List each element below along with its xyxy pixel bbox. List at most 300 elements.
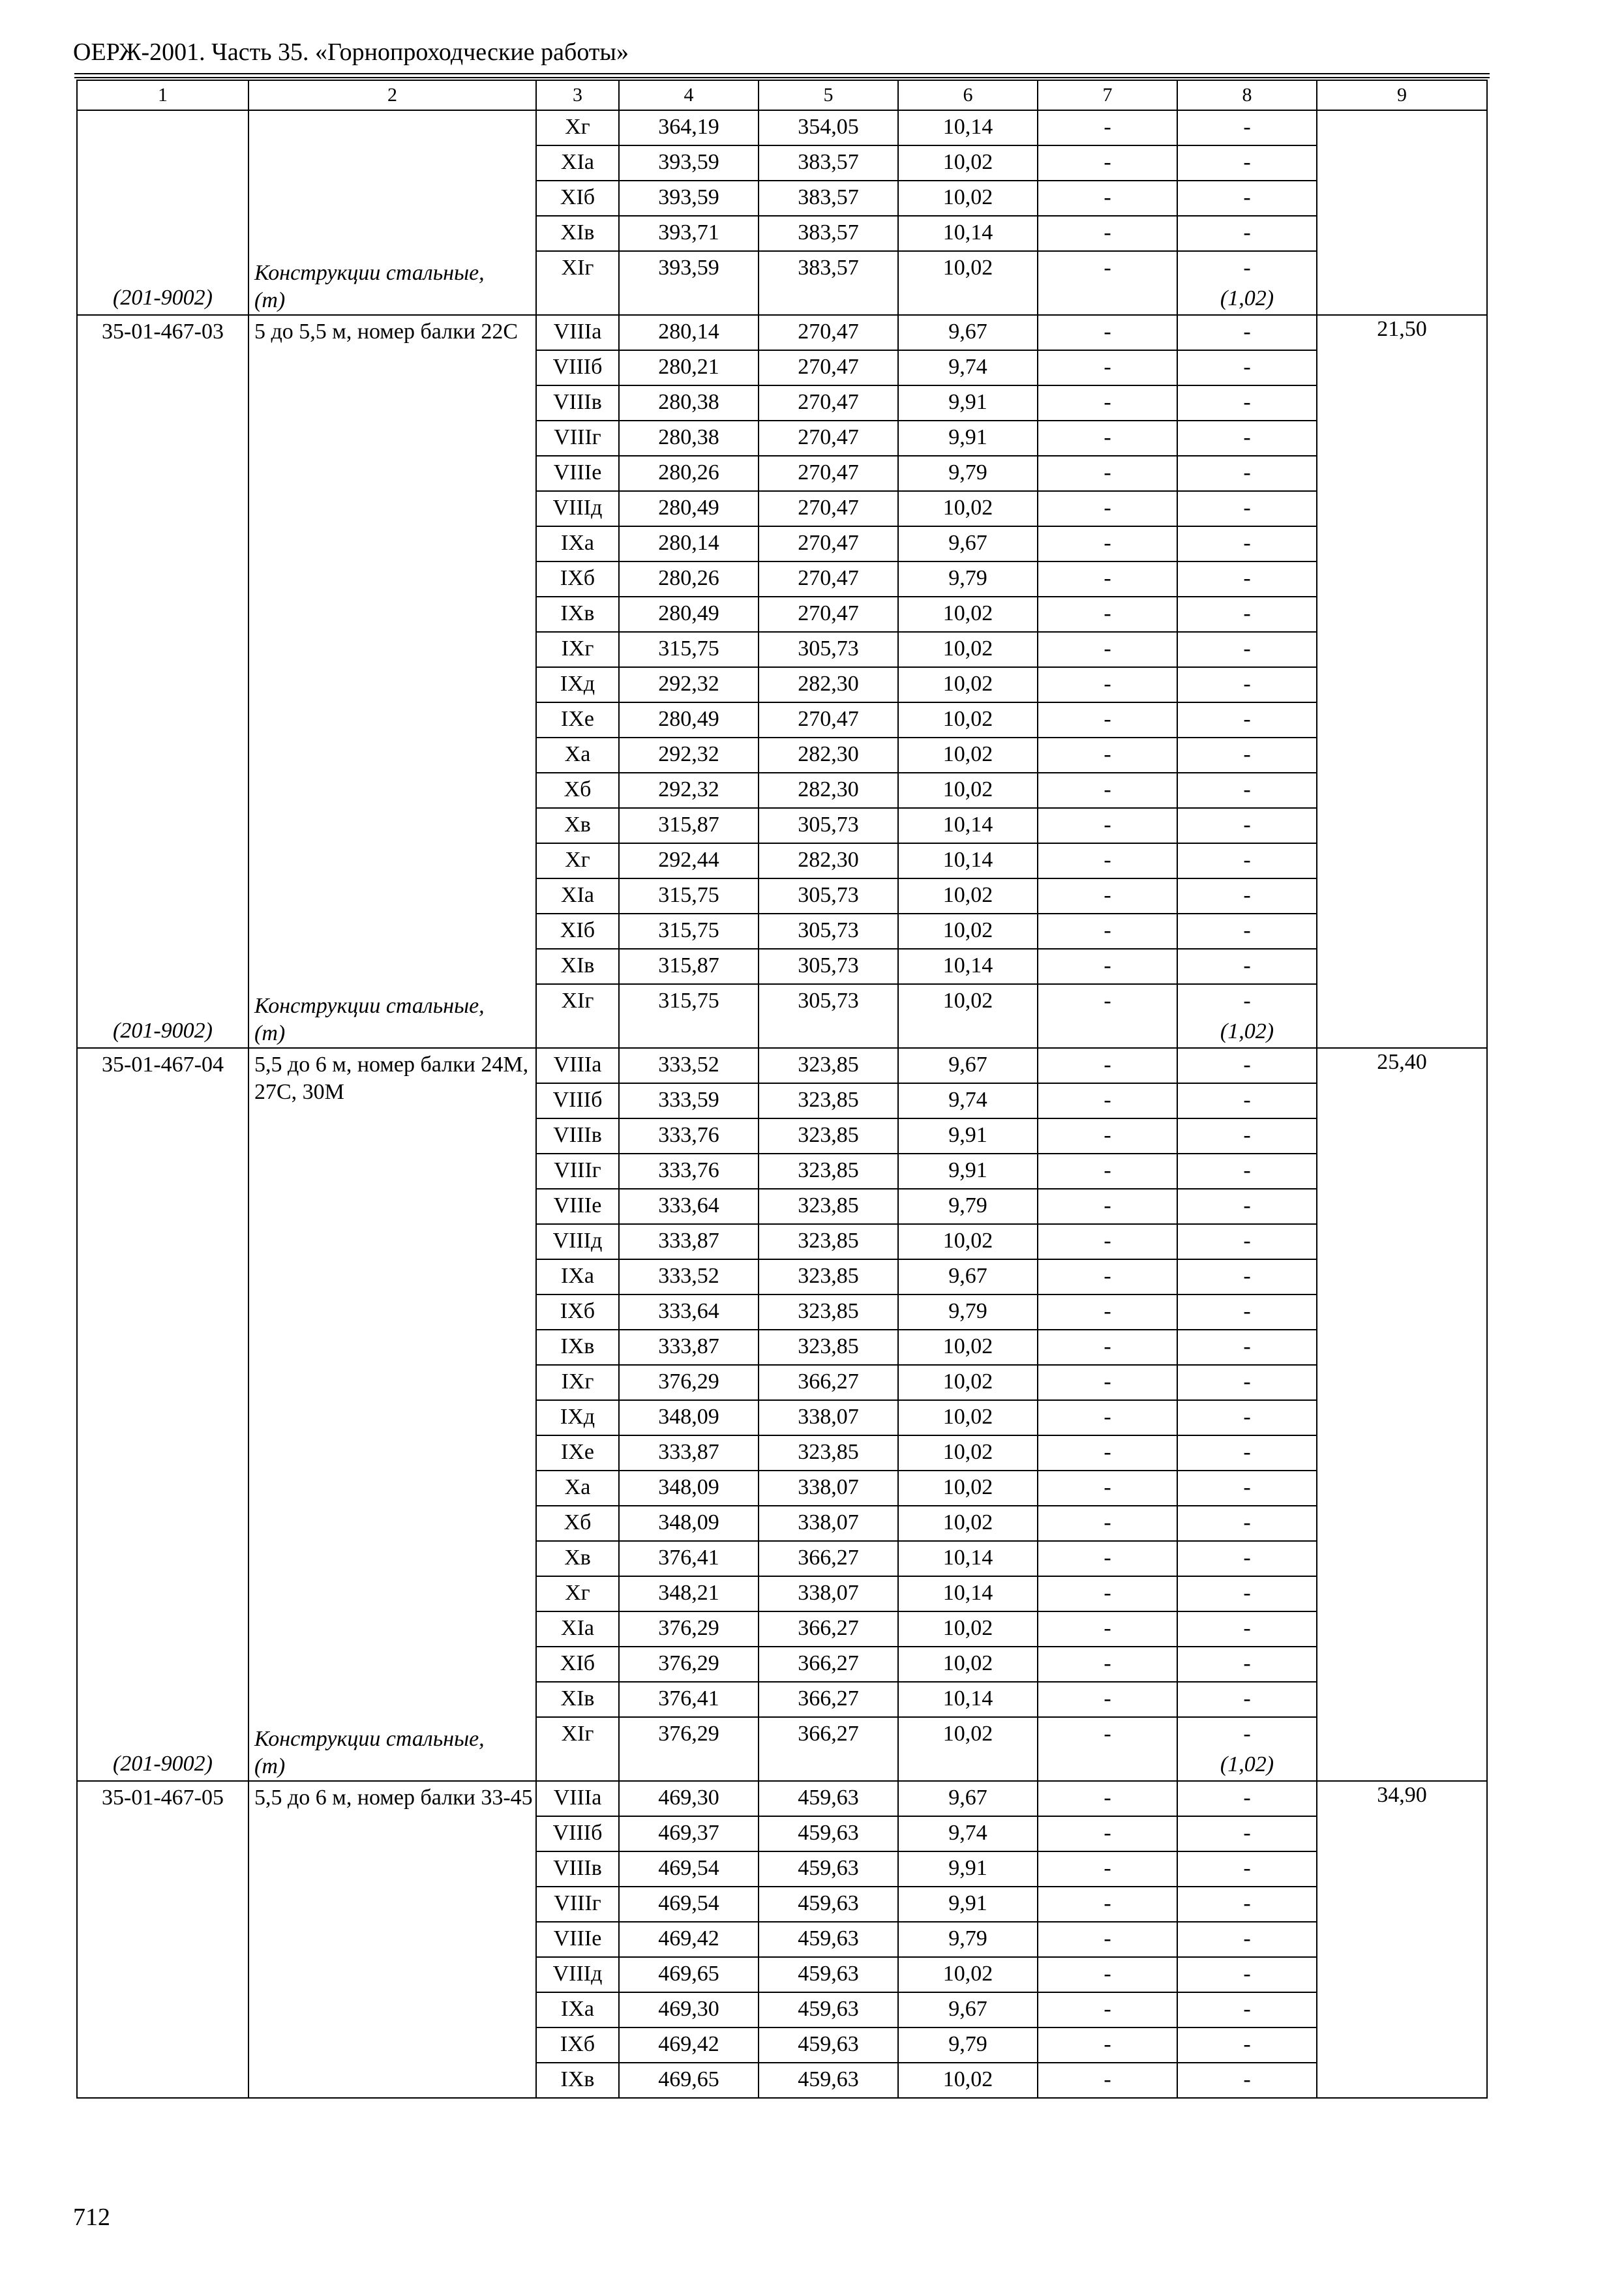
empty-cell xyxy=(898,286,1038,315)
zone-cell: XIб xyxy=(536,181,619,216)
materials-cell: - xyxy=(1177,456,1317,491)
wages-cell: 270,47 xyxy=(759,702,898,738)
zone-cell: IXб xyxy=(536,2027,619,2063)
machines-cell: 9,91 xyxy=(898,1118,1038,1154)
column-number: 3 xyxy=(536,80,619,110)
zone-cell: VIIIд xyxy=(536,491,619,526)
zone-cell: IXд xyxy=(536,1400,619,1435)
wages-cell: 282,30 xyxy=(759,667,898,702)
rate-code: 35-01-467-05 xyxy=(102,1786,224,1810)
wages-cell: 459,63 xyxy=(759,1887,898,1922)
drivers-cell: - xyxy=(1038,216,1177,251)
resource-code: (201-9002) xyxy=(113,1752,213,1776)
labor-cost-cell xyxy=(1317,315,1487,1048)
machines-cell: 9,79 xyxy=(898,1189,1038,1224)
empty-cell xyxy=(1038,1019,1177,1048)
materials-cell: - xyxy=(1177,1851,1317,1887)
machines-cell: 10,02 xyxy=(898,738,1038,773)
machines-cell: 9,79 xyxy=(898,456,1038,491)
drivers-cell: - xyxy=(1038,1682,1177,1717)
drivers-cell: - xyxy=(1038,421,1177,456)
rate-code: 35-01-467-04 xyxy=(102,1053,224,1077)
total-cost-cell: 280,26 xyxy=(619,456,759,491)
machines-cell: 10,02 xyxy=(898,181,1038,216)
machines-cell: 10,02 xyxy=(898,491,1038,526)
machines-cell: 10,02 xyxy=(898,1400,1038,1435)
total-cost-cell: 333,87 xyxy=(619,1435,759,1471)
machines-cell: 9,79 xyxy=(898,561,1038,597)
column-number-row xyxy=(77,80,1487,110)
total-cost-cell: 333,52 xyxy=(619,1048,759,1083)
drivers-cell: - xyxy=(1038,456,1177,491)
zone-cell: XIг xyxy=(536,984,619,1019)
materials-cell: - xyxy=(1177,315,1317,350)
empty-cell xyxy=(759,286,898,315)
wages-cell: 459,63 xyxy=(759,1957,898,1992)
machines-cell: 9,67 xyxy=(898,1992,1038,2027)
drivers-cell: - xyxy=(1038,843,1177,878)
zone-cell: XIб xyxy=(536,1647,619,1682)
drivers-cell: - xyxy=(1038,1224,1177,1259)
zone-cell: VIIIв xyxy=(536,385,619,421)
labor-cost-cell xyxy=(1317,1048,1487,1781)
materials-cell: - xyxy=(1177,1682,1317,1717)
drivers-cell: - xyxy=(1038,1400,1177,1435)
empty-cell xyxy=(536,286,619,315)
empty-cell xyxy=(619,286,759,315)
zone-cell: Xв xyxy=(536,1541,619,1576)
zone-cell: XIа xyxy=(536,1611,619,1647)
labor-cost: 25,40 xyxy=(1377,1050,1427,1074)
column-number: 7 xyxy=(1038,80,1177,110)
rate-description-cell xyxy=(248,1781,536,2098)
page-header-title: ОЕРЖ-2001. Часть 35. «Горнопроходческие работы» xyxy=(73,38,629,66)
wages-cell: 459,63 xyxy=(759,2063,898,2098)
zone-cell: Xв xyxy=(536,808,619,843)
machines-cell: 10,02 xyxy=(898,1957,1038,1992)
wages-cell: 383,57 xyxy=(759,251,898,286)
wages-cell: 383,57 xyxy=(759,181,898,216)
empty-cell xyxy=(619,1752,759,1781)
wages-cell: 459,63 xyxy=(759,2027,898,2063)
total-cost-cell: 333,87 xyxy=(619,1330,759,1365)
total-cost-cell: 315,75 xyxy=(619,878,759,914)
wages-cell: 354,05 xyxy=(759,110,898,145)
total-cost-cell: 292,32 xyxy=(619,773,759,808)
empty-cell xyxy=(619,1019,759,1048)
materials-cell: - xyxy=(1177,984,1317,1019)
machines-cell: 10,02 xyxy=(898,1224,1038,1259)
total-cost-cell: 469,30 xyxy=(619,1781,759,1816)
drivers-cell: - xyxy=(1038,738,1177,773)
materials-cell: - xyxy=(1177,2063,1317,2098)
materials-cell: - xyxy=(1177,808,1317,843)
machines-cell: 9,74 xyxy=(898,350,1038,385)
wages-cell: 305,73 xyxy=(759,984,898,1019)
total-cost-cell: 469,65 xyxy=(619,1957,759,1992)
labor-cost: 21,50 xyxy=(1377,317,1427,341)
column-number: 6 xyxy=(898,80,1038,110)
materials-cell: - xyxy=(1177,1259,1317,1294)
total-cost-cell: 469,65 xyxy=(619,2063,759,2098)
zone-cell: IXа xyxy=(536,1992,619,2027)
zone-cell: VIIIб xyxy=(536,1816,619,1851)
header-rule-top xyxy=(74,73,1490,74)
wages-cell: 338,07 xyxy=(759,1400,898,1435)
wages-cell: 270,47 xyxy=(759,597,898,632)
materials-cell: - xyxy=(1177,1992,1317,2027)
materials-cell: - xyxy=(1177,1647,1317,1682)
zone-cell: VIIIа xyxy=(536,1781,619,1816)
total-cost-cell: 469,30 xyxy=(619,1992,759,2027)
resource-code: (201-9002) xyxy=(113,1019,213,1043)
drivers-cell: - xyxy=(1038,526,1177,561)
machines-cell: 10,02 xyxy=(898,632,1038,667)
zone-cell: VIIIе xyxy=(536,1189,619,1224)
drivers-cell: - xyxy=(1038,1647,1177,1682)
machines-cell: 10,02 xyxy=(898,251,1038,286)
total-cost-cell: 393,59 xyxy=(619,251,759,286)
drivers-cell: - xyxy=(1038,1781,1177,1816)
materials-cell: - xyxy=(1177,1294,1317,1330)
rate-description: 5 до 5,5 м, номер балки 22С xyxy=(254,320,519,344)
materials-cell: - xyxy=(1177,738,1317,773)
materials-cell: - xyxy=(1177,1048,1317,1083)
resource-quantity: (1,02) xyxy=(1177,1752,1317,1781)
total-cost-cell: 348,09 xyxy=(619,1400,759,1435)
materials-cell: - xyxy=(1177,1576,1317,1611)
wages-cell: 282,30 xyxy=(759,843,898,878)
table-row xyxy=(77,110,1487,145)
materials-cell: - xyxy=(1177,949,1317,984)
wages-cell: 305,73 xyxy=(759,632,898,667)
machines-cell: 10,02 xyxy=(898,914,1038,949)
wages-cell: 366,27 xyxy=(759,1682,898,1717)
machines-cell: 9,79 xyxy=(898,1294,1038,1330)
total-cost-cell: 280,14 xyxy=(619,526,759,561)
zone-cell: VIIIе xyxy=(536,456,619,491)
total-cost-cell: 280,49 xyxy=(619,491,759,526)
total-cost-cell: 280,14 xyxy=(619,315,759,350)
drivers-cell: - xyxy=(1038,1189,1177,1224)
total-cost-cell: 376,29 xyxy=(619,1365,759,1400)
machines-cell: 10,02 xyxy=(898,1717,1038,1752)
total-cost-cell: 280,38 xyxy=(619,385,759,421)
zone-cell: IXд xyxy=(536,667,619,702)
zone-cell: IXг xyxy=(536,632,619,667)
empty-cell xyxy=(536,1752,619,1781)
zone-cell: VIIIд xyxy=(536,1957,619,1992)
zone-cell: VIIIг xyxy=(536,1887,619,1922)
materials-cell: - xyxy=(1177,145,1317,181)
drivers-cell: - xyxy=(1038,597,1177,632)
wages-cell: 383,57 xyxy=(759,145,898,181)
materials-cell: - xyxy=(1177,2027,1317,2063)
wages-cell: 323,85 xyxy=(759,1048,898,1083)
machines-cell: 9,91 xyxy=(898,385,1038,421)
drivers-cell: - xyxy=(1038,914,1177,949)
machines-cell: 9,74 xyxy=(898,1083,1038,1118)
machines-cell: 9,67 xyxy=(898,315,1038,350)
drivers-cell: - xyxy=(1038,949,1177,984)
materials-cell: - xyxy=(1177,1400,1317,1435)
zone-cell: VIIIг xyxy=(536,1154,619,1189)
materials-cell: - xyxy=(1177,1816,1317,1851)
wages-cell: 323,85 xyxy=(759,1259,898,1294)
materials-cell: - xyxy=(1177,251,1317,286)
total-cost-cell: 280,26 xyxy=(619,561,759,597)
wages-cell: 270,47 xyxy=(759,526,898,561)
drivers-cell: - xyxy=(1038,632,1177,667)
drivers-cell: - xyxy=(1038,1851,1177,1887)
machines-cell: 10,14 xyxy=(898,1576,1038,1611)
machines-cell: 10,14 xyxy=(898,843,1038,878)
resource-quantity: (1,02) xyxy=(1177,286,1317,315)
wages-cell: 338,07 xyxy=(759,1576,898,1611)
wages-cell: 366,27 xyxy=(759,1365,898,1400)
machines-cell: 10,14 xyxy=(898,808,1038,843)
materials-cell: - xyxy=(1177,181,1317,216)
wages-cell: 270,47 xyxy=(759,491,898,526)
total-cost-cell: 364,19 xyxy=(619,110,759,145)
zone-cell: XIг xyxy=(536,1717,619,1752)
zone-cell: VIIIб xyxy=(536,350,619,385)
wages-cell: 323,85 xyxy=(759,1330,898,1365)
table-row xyxy=(77,315,1487,350)
materials-cell: - xyxy=(1177,1957,1317,1992)
zone-cell: VIIIб xyxy=(536,1083,619,1118)
table-row xyxy=(77,1048,1487,1083)
zone-cell: VIIIв xyxy=(536,1851,619,1887)
rate-description-cell xyxy=(248,315,536,1048)
wages-cell: 323,85 xyxy=(759,1154,898,1189)
total-cost-cell: 280,38 xyxy=(619,421,759,456)
materials-cell: - xyxy=(1177,667,1317,702)
drivers-cell: - xyxy=(1038,1118,1177,1154)
table-row xyxy=(77,1781,1487,1816)
machines-cell: 10,02 xyxy=(898,1365,1038,1400)
total-cost-cell: 469,54 xyxy=(619,1887,759,1922)
materials-cell: - xyxy=(1177,1717,1317,1752)
empty-cell xyxy=(759,1019,898,1048)
machines-cell: 10,14 xyxy=(898,949,1038,984)
materials-cell: - xyxy=(1177,1224,1317,1259)
empty-cell xyxy=(898,1019,1038,1048)
machines-cell: 10,02 xyxy=(898,1471,1038,1506)
drivers-cell: - xyxy=(1038,1259,1177,1294)
machines-cell: 9,91 xyxy=(898,1851,1038,1887)
wages-cell: 305,73 xyxy=(759,949,898,984)
total-cost-cell: 315,87 xyxy=(619,949,759,984)
total-cost-cell: 333,52 xyxy=(619,1259,759,1294)
rate-code-cell xyxy=(77,110,248,315)
rate-description-cell xyxy=(248,1048,536,1781)
materials-cell: - xyxy=(1177,1118,1317,1154)
labor-cost-cell xyxy=(1317,110,1487,315)
zone-cell: IXе xyxy=(536,702,619,738)
total-cost-cell: 280,49 xyxy=(619,597,759,632)
drivers-cell: - xyxy=(1038,1471,1177,1506)
total-cost-cell: 292,32 xyxy=(619,667,759,702)
machines-cell: 10,02 xyxy=(898,1611,1038,1647)
machines-cell: 10,02 xyxy=(898,597,1038,632)
total-cost-cell: 333,76 xyxy=(619,1154,759,1189)
materials-cell: - xyxy=(1177,1365,1317,1400)
zone-cell: VIIIе xyxy=(536,1922,619,1957)
total-cost-cell: 333,64 xyxy=(619,1294,759,1330)
drivers-cell: - xyxy=(1038,1922,1177,1957)
empty-cell xyxy=(1038,1752,1177,1781)
machines-cell: 10,14 xyxy=(898,1682,1038,1717)
total-cost-cell: 376,29 xyxy=(619,1647,759,1682)
column-number: 9 xyxy=(1317,80,1487,110)
machines-cell: 9,91 xyxy=(898,1887,1038,1922)
drivers-cell: - xyxy=(1038,385,1177,421)
drivers-cell: - xyxy=(1038,491,1177,526)
drivers-cell: - xyxy=(1038,1083,1177,1118)
machines-cell: 10,14 xyxy=(898,216,1038,251)
materials-cell: - xyxy=(1177,597,1317,632)
materials-cell: - xyxy=(1177,1611,1317,1647)
total-cost-cell: 292,44 xyxy=(619,843,759,878)
wages-cell: 305,73 xyxy=(759,808,898,843)
drivers-cell: - xyxy=(1038,1992,1177,2027)
rate-description-cell xyxy=(248,110,536,315)
drivers-cell: - xyxy=(1038,1887,1177,1922)
total-cost-cell: 333,87 xyxy=(619,1224,759,1259)
machines-cell: 10,02 xyxy=(898,1330,1038,1365)
drivers-cell: - xyxy=(1038,702,1177,738)
wages-cell: 366,27 xyxy=(759,1541,898,1576)
machines-cell: 9,91 xyxy=(898,421,1038,456)
zone-cell: XIв xyxy=(536,216,619,251)
resource-description: Конструкции стальные, (т) xyxy=(254,994,485,1045)
total-cost-cell: 333,76 xyxy=(619,1118,759,1154)
zone-cell: XIв xyxy=(536,949,619,984)
machines-cell: 10,02 xyxy=(898,667,1038,702)
materials-cell: - xyxy=(1177,878,1317,914)
materials-cell: - xyxy=(1177,110,1317,145)
total-cost-cell: 333,64 xyxy=(619,1189,759,1224)
zone-cell: IXа xyxy=(536,1259,619,1294)
wages-cell: 366,27 xyxy=(759,1717,898,1752)
total-cost-cell: 315,75 xyxy=(619,984,759,1019)
total-cost-cell: 280,49 xyxy=(619,702,759,738)
drivers-cell: - xyxy=(1038,251,1177,286)
wages-cell: 459,63 xyxy=(759,1816,898,1851)
drivers-cell: - xyxy=(1038,1576,1177,1611)
wages-cell: 323,85 xyxy=(759,1224,898,1259)
page-number: 712 xyxy=(73,2204,110,2231)
wages-cell: 323,85 xyxy=(759,1118,898,1154)
total-cost-cell: 348,09 xyxy=(619,1471,759,1506)
materials-cell: - xyxy=(1177,526,1317,561)
empty-cell xyxy=(536,1019,619,1048)
zone-cell: Xа xyxy=(536,738,619,773)
materials-cell: - xyxy=(1177,561,1317,597)
wages-cell: 270,47 xyxy=(759,421,898,456)
materials-cell: - xyxy=(1177,1471,1317,1506)
machines-cell: 9,74 xyxy=(898,1816,1038,1851)
zone-cell: VIIIв xyxy=(536,1118,619,1154)
column-number: 2 xyxy=(248,80,536,110)
machines-cell: 9,67 xyxy=(898,1259,1038,1294)
zone-cell: Xа xyxy=(536,1471,619,1506)
machines-cell: 10,14 xyxy=(898,110,1038,145)
total-cost-cell: 469,42 xyxy=(619,1922,759,1957)
materials-cell: - xyxy=(1177,1435,1317,1471)
column-number: 4 xyxy=(619,80,759,110)
drivers-cell: - xyxy=(1038,315,1177,350)
total-cost-cell: 393,59 xyxy=(619,145,759,181)
wages-cell: 323,85 xyxy=(759,1083,898,1118)
drivers-cell: - xyxy=(1038,350,1177,385)
zone-cell: IXв xyxy=(536,2063,619,2098)
materials-cell: - xyxy=(1177,914,1317,949)
total-cost-cell: 393,59 xyxy=(619,181,759,216)
zone-cell: VIIIа xyxy=(536,315,619,350)
materials-cell: - xyxy=(1177,1541,1317,1576)
wages-cell: 270,47 xyxy=(759,385,898,421)
total-cost-cell: 348,09 xyxy=(619,1506,759,1541)
total-cost-cell: 393,71 xyxy=(619,216,759,251)
materials-cell: - xyxy=(1177,1330,1317,1365)
empty-cell xyxy=(759,1752,898,1781)
machines-cell: 10,02 xyxy=(898,702,1038,738)
wages-cell: 270,47 xyxy=(759,350,898,385)
materials-cell: - xyxy=(1177,843,1317,878)
materials-cell: - xyxy=(1177,773,1317,808)
materials-cell: - xyxy=(1177,350,1317,385)
machines-cell: 10,02 xyxy=(898,1435,1038,1471)
drivers-cell: - xyxy=(1038,1435,1177,1471)
total-cost-cell: 376,29 xyxy=(619,1717,759,1752)
resource-description: Конструкции стальные, (т) xyxy=(254,261,485,312)
materials-cell: - xyxy=(1177,702,1317,738)
zone-cell: IXв xyxy=(536,1330,619,1365)
rate-code: 35-01-467-03 xyxy=(102,320,224,344)
total-cost-cell: 280,21 xyxy=(619,350,759,385)
materials-cell: - xyxy=(1177,1083,1317,1118)
drivers-cell: - xyxy=(1038,1611,1177,1647)
wages-cell: 323,85 xyxy=(759,1189,898,1224)
drivers-cell: - xyxy=(1038,984,1177,1019)
materials-cell: - xyxy=(1177,1781,1317,1816)
drivers-cell: - xyxy=(1038,1541,1177,1576)
wages-cell: 305,73 xyxy=(759,878,898,914)
zone-cell: IXг xyxy=(536,1365,619,1400)
labor-cost-cell xyxy=(1317,1781,1487,2098)
resource-code: (201-9002) xyxy=(113,286,213,310)
total-cost-cell: 333,59 xyxy=(619,1083,759,1118)
total-cost-cell: 292,32 xyxy=(619,738,759,773)
machines-cell: 10,02 xyxy=(898,2063,1038,2098)
drivers-cell: - xyxy=(1038,1048,1177,1083)
drivers-cell: - xyxy=(1038,1154,1177,1189)
drivers-cell: - xyxy=(1038,181,1177,216)
materials-cell: - xyxy=(1177,1887,1317,1922)
materials-cell: - xyxy=(1177,1154,1317,1189)
wages-cell: 305,73 xyxy=(759,914,898,949)
empty-cell xyxy=(1038,286,1177,315)
zone-cell: IXб xyxy=(536,1294,619,1330)
zone-cell: Xг xyxy=(536,843,619,878)
machines-cell: 9,67 xyxy=(898,526,1038,561)
resource-description: Конструкции стальные, (т) xyxy=(254,1727,485,1778)
rate-code-cell xyxy=(77,1048,248,1781)
zone-cell: IXб xyxy=(536,561,619,597)
rate-description: 5,5 до 6 м, номер балки 24М, 27С, 30М xyxy=(254,1053,529,1104)
